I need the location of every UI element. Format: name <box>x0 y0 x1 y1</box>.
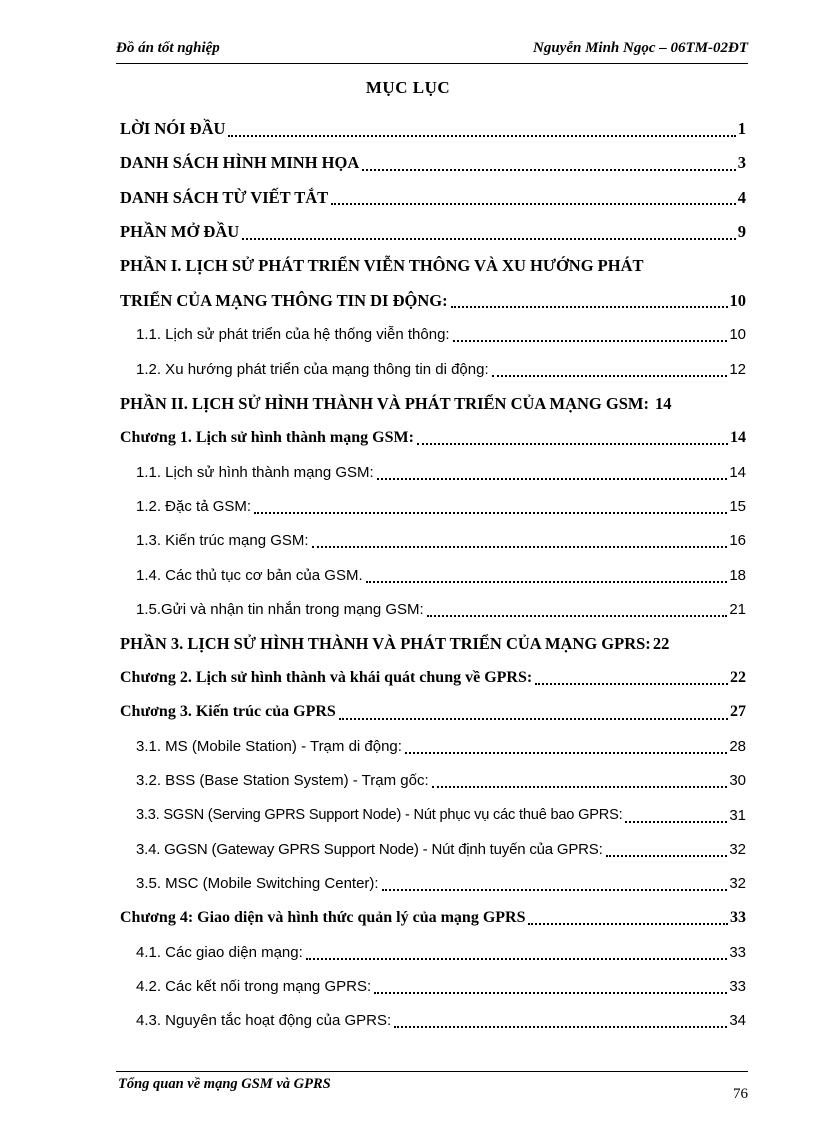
toc-entry-label: 1.1. Lịch sử hình thành mạng GSM: <box>136 463 374 481</box>
toc-entry-page: 32 <box>729 875 746 893</box>
toc-leader-dots <box>382 888 728 891</box>
toc-leader-dots <box>242 237 736 240</box>
toc-leader-dots <box>366 580 728 583</box>
toc-entry-page: 10 <box>729 290 746 310</box>
toc-entry-label: Chương 3. Kiến trúc của GPRS <box>120 703 336 721</box>
toc-entry-label: 1.3. Kiến trúc mạng GSM: <box>136 532 309 550</box>
toc-entry[interactable] <box>120 455 746 489</box>
toc-leader-dots <box>417 442 728 445</box>
toc-entry-page: 16 <box>729 532 746 550</box>
toc-leader-dots <box>432 785 728 788</box>
toc-leader-dots <box>377 477 728 480</box>
toc-entry[interactable] <box>120 626 746 660</box>
toc-entry-page: 4 <box>737 187 746 207</box>
toc-leader-dots <box>339 717 728 720</box>
toc-entry-label: 3.2. BSS (Base Station System) - Trạm gốc: <box>136 772 429 790</box>
toc-entry[interactable] <box>120 764 746 798</box>
footer-title: Tổng quan về mạng GSM và GPRS <box>118 1076 331 1092</box>
toc-leader-dots <box>374 991 727 994</box>
toc-leader-dots <box>228 134 735 137</box>
toc-entry-page: 30 <box>729 772 746 790</box>
toc-leader-dots <box>528 922 728 925</box>
page-number: 76 <box>733 1086 748 1102</box>
toc-entry-page: 1 <box>737 119 746 139</box>
toc-leader-dots <box>427 614 728 617</box>
toc-entry[interactable] <box>120 558 746 592</box>
toc-leader-dots <box>405 751 727 754</box>
toc-entry-label: DANH SÁCH HÌNH MINH HỌA <box>120 153 360 173</box>
toc-entry-label: LỜI NÓI ĐẦU <box>120 119 226 139</box>
toc-entry-label: 4.1. Các giao diện mạng: <box>136 943 303 961</box>
toc-entry-page: 3 <box>737 153 746 173</box>
toc-leader-dots <box>492 374 728 377</box>
toc-entry-label: 3.4. GGSN (Gateway GPRS Support Node) - Nút định tuyến của GPRS: <box>136 840 603 858</box>
toc-leader-dots <box>254 511 727 514</box>
toc-leader-dots <box>306 957 728 960</box>
toc-entry[interactable] <box>120 112 746 146</box>
toc-entry[interactable] <box>120 832 746 866</box>
toc-entry[interactable] <box>120 421 746 455</box>
table-of-contents <box>120 112 746 1038</box>
toc-entry-label: 4.2. Các kết nối trong mạng GPRS: <box>136 978 372 996</box>
toc-entry-label: 4.3. Nguyên tắc hoạt động của GPRS: <box>136 1012 392 1030</box>
toc-entry-page: 21 <box>729 600 746 618</box>
toc-entry[interactable] <box>120 146 746 180</box>
toc-entry[interactable] <box>120 489 746 523</box>
toc-entry[interactable] <box>120 592 746 626</box>
toc-entry-label: TRIỂN CỦA MẠNG THÔNG TIN DI ĐỘNG: <box>120 290 448 310</box>
toc-entry[interactable] <box>120 695 746 729</box>
toc-entry-page: 32 <box>729 840 746 858</box>
toc-entry-label: PHẦN II. LỊCH SỬ HÌNH THÀNH VÀ PHÁT TRIỂN CỦA MẠNG GSM: <box>120 393 649 413</box>
toc-entry-label: 3.1. MS (Mobile Station) - Trạm di động: <box>136 737 402 755</box>
toc-entry-label: 1.2. Đặc tả GSM: <box>136 497 252 515</box>
toc-entry-page: 18 <box>729 566 746 584</box>
toc-title: MỤC LỤC <box>365 78 451 97</box>
toc-entry-page: 10 <box>729 326 746 344</box>
toc-entry[interactable] <box>120 249 746 283</box>
toc-entry[interactable] <box>120 969 746 1003</box>
toc-entry-label: PHẦN I. LỊCH SỬ PHÁT TRIỂN VIỄN THÔNG VÀ XU HƯỚNG PHÁT <box>120 256 644 276</box>
toc-entry[interactable] <box>120 524 746 558</box>
toc-entry-page: 22 <box>730 668 746 686</box>
toc-entry-page: 14 <box>729 463 746 481</box>
toc-entry[interactable] <box>120 661 746 695</box>
toc-entry[interactable] <box>120 215 746 249</box>
toc-entry-label: 1.2. Xu hướng phát triển của mạng thông tin di động: <box>136 360 489 378</box>
toc-leader-dots <box>625 820 727 823</box>
toc-leader-dots <box>535 682 728 685</box>
toc-entry-page: 28 <box>729 737 746 755</box>
toc-entry[interactable] <box>120 352 746 386</box>
footer-divider <box>116 1071 748 1072</box>
toc-entry[interactable] <box>120 386 746 420</box>
toc-entry-label: Chương 4: Giao diện và hình thức quản lý của mạng GPRS <box>120 908 526 926</box>
toc-entry[interactable] <box>120 1004 746 1038</box>
toc-entry-label: 3.3. SGSN (Serving GPRS Support Node) - Nút phục vụ các thuê bao GPRS: <box>136 807 623 824</box>
header-document-type: Đồ án tốt nghiệp <box>116 40 220 56</box>
toc-entry-label: Chương 2. Lịch sử hình thành và khái quát chung về GPRS: <box>120 668 533 686</box>
header-divider <box>116 63 748 64</box>
toc-entry-page: 27 <box>730 703 746 721</box>
toc-entry[interactable] <box>120 798 746 832</box>
toc-entry-page: 9 <box>737 222 746 242</box>
toc-entry-page: 14 <box>654 393 672 413</box>
toc-entry-page: 33 <box>729 943 746 961</box>
toc-entry-label: 1.1. Lịch sử phát triển của hệ thống viễn thông: <box>136 326 450 344</box>
header-author: Nguyễn Minh Ngọc – 06TM-02ĐT <box>532 40 748 56</box>
toc-entry[interactable] <box>120 318 746 352</box>
toc-entry[interactable] <box>120 867 746 901</box>
toc-entry[interactable] <box>120 283 746 317</box>
toc-leader-dots <box>451 305 728 308</box>
toc-entry-page: 12 <box>729 360 746 378</box>
toc-entry[interactable] <box>120 181 746 215</box>
toc-entry-page: 15 <box>729 497 746 515</box>
toc-entry-label: PHẦN MỞ ĐẦU <box>120 222 240 242</box>
toc-entry-page: 33 <box>729 978 746 996</box>
toc-entry[interactable] <box>120 935 746 969</box>
toc-leader-dots <box>394 1025 727 1028</box>
toc-entry-label: 1.5.Gửi và nhận tin nhắn trong mạng GSM: <box>136 600 424 618</box>
toc-entry-page: 31 <box>729 806 746 824</box>
page-header <box>116 38 748 60</box>
toc-leader-dots <box>362 168 735 171</box>
toc-leader-dots <box>453 339 728 342</box>
toc-entry-label: PHẦN 3. LỊCH SỬ HÌNH THÀNH VÀ PHÁT TRIỂN CỦA MẠNG GPRS: <box>120 633 651 653</box>
toc-entry-page: 14 <box>730 428 746 446</box>
toc-entry-label: DANH SÁCH TỪ VIẾT TẮT <box>120 187 329 207</box>
toc-leader-dots <box>312 545 728 548</box>
toc-leader-dots <box>606 854 728 857</box>
toc-entry-page: 34 <box>729 1012 746 1030</box>
toc-entry[interactable] <box>120 729 746 763</box>
toc-entry[interactable] <box>120 901 746 935</box>
toc-entry-label: 3.5. MSC (Mobile Switching Center): <box>136 875 379 893</box>
toc-entry-label: 1.4. Các thủ tục cơ bản của GSM. <box>136 566 363 584</box>
toc-entry-page: 22 <box>652 633 670 653</box>
toc-entry-page: 33 <box>730 908 746 926</box>
toc-entry-label: Chương 1. Lịch sử hình thành mạng GSM: <box>120 428 414 446</box>
toc-leader-dots <box>331 202 736 205</box>
